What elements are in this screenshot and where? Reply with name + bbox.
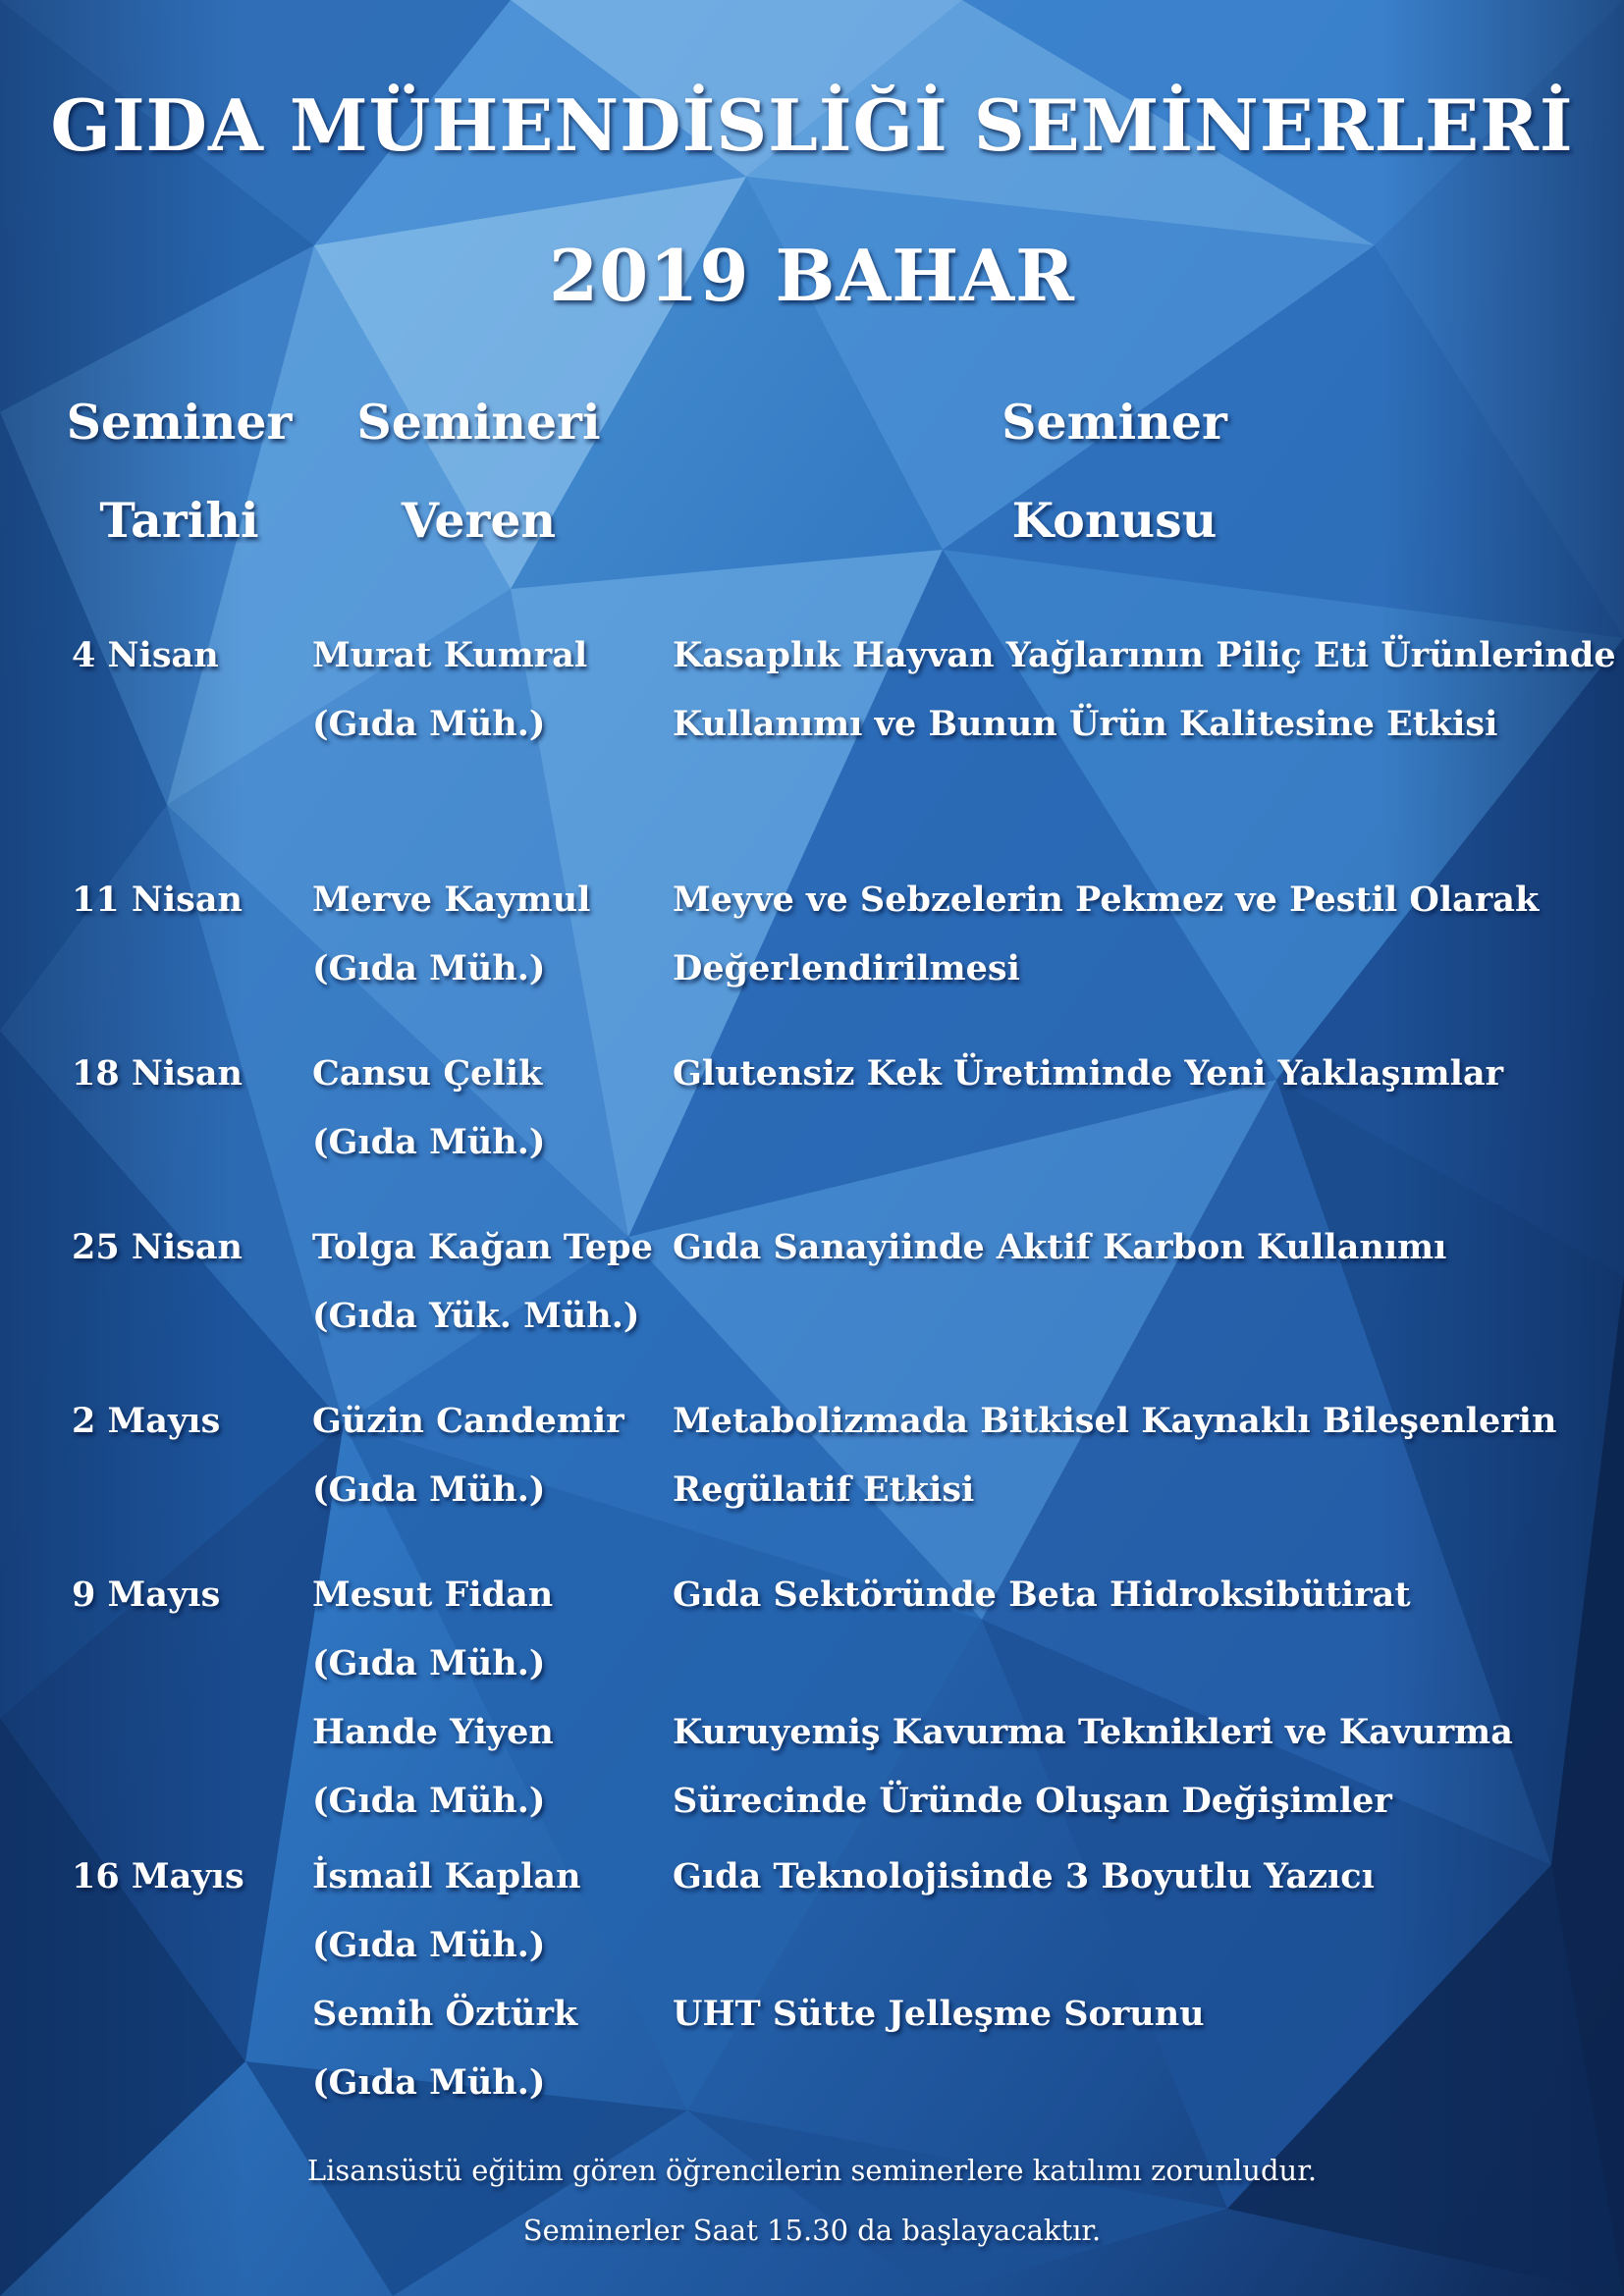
start-time-note: Seminerler Saat 15.30 da başlayacaktır.	[522, 2214, 1102, 2247]
speaker-name: Merve Kaymul	[312, 880, 591, 920]
seminar-date: 4 Nisan	[72, 635, 219, 675]
seminar-date: 9 Mayıs	[72, 1575, 221, 1615]
seminar-speaker	[312, 1561, 553, 1698]
seminar-speaker	[312, 1387, 624, 1524]
topic-line: Gıda Sanayiinde Aktif Karbon Kullanımı	[673, 1227, 1447, 1267]
seminar-speaker	[312, 1040, 545, 1177]
poster-subtitle: 2019 BAHAR	[549, 234, 1075, 317]
seminar-speaker	[312, 1698, 554, 1836]
seminar-topic	[673, 1980, 1205, 2049]
speaker-name: Murat Kumral	[312, 635, 588, 675]
topic-line: Kuruyemiş Kavurma Teknikleri ve Kavurma	[673, 1712, 1513, 1752]
column-header-date-line: Tarihi	[99, 492, 259, 549]
seminar-topic	[673, 1842, 1375, 1911]
seminar-topic	[673, 1213, 1446, 1282]
seminar-date: 2 Mayıs	[72, 1401, 221, 1441]
topic-line: Kasaplık Hayvan Yağlarının Piliç Eti Ürünlerinde	[673, 635, 1616, 675]
topic-line: UHT Sütte Jelleşme Sorunu	[673, 1994, 1205, 2034]
column-header-topic-line: Seminer	[1001, 394, 1227, 451]
topic-line: Sürecinde Üründe Oluşan Değişimler	[673, 1781, 1392, 1821]
seminar-speaker	[312, 1980, 577, 2117]
seminar-speaker	[312, 1842, 581, 1980]
seminar-topic	[673, 1561, 1411, 1629]
speaker-name: Semih Öztürk	[312, 1994, 578, 2034]
speaker-title: (Gıda Müh.)	[312, 1781, 546, 1821]
column-header-topic	[962, 373, 1267, 569]
speaker-name: İsmail Kaplan	[312, 1856, 581, 1896]
seminar-speaker	[312, 621, 587, 759]
speaker-title: (Gıda Müh.)	[312, 1925, 546, 1965]
speaker-title: (Gıda Müh.)	[312, 1643, 546, 1683]
poster-title: GIDA MÜHENDİSLİĞİ SEMİNERLERİ	[50, 83, 1574, 167]
topic-line: Gıda Sektöründe Beta Hidroksibütirat	[673, 1575, 1411, 1615]
seminar-date: 16 Mayıs	[72, 1856, 244, 1896]
speaker-title: (Gıda Müh.)	[312, 2062, 546, 2103]
column-header-date-line: Seminer	[66, 394, 293, 451]
speaker-name: Güzin Candemir	[312, 1401, 624, 1441]
column-header-speaker-line: Semineri	[356, 394, 601, 451]
seminar-date: 18 Nisan	[72, 1053, 244, 1094]
topic-line: Metabolizmada Bitkisel Kaynaklı Bileşenlerin	[673, 1401, 1557, 1441]
topic-line: Glutensiz Kek Üretiminde Yeni Yaklaşımlar	[673, 1053, 1504, 1094]
speaker-name: Cansu Çelik	[312, 1053, 543, 1094]
speaker-title: (Gıda Yük. Müh.)	[312, 1296, 640, 1336]
speaker-name: Hande Yiyen	[312, 1712, 554, 1752]
seminar-speaker	[312, 866, 590, 1003]
seminar-topic	[673, 1040, 1503, 1108]
topic-line: Kullanımı ve Bunun Ürün Kalitesine Etkisi	[673, 704, 1498, 744]
topic-line: Meyve ve Sebzelerin Pekmez ve Pestil Olarak	[673, 880, 1540, 920]
column-header-speaker-line: Veren	[401, 492, 557, 549]
column-header-speaker	[344, 373, 614, 569]
speaker-title: (Gıda Müh.)	[312, 1469, 546, 1510]
topic-line: Değerlendirilmesi	[673, 948, 1020, 988]
attendance-note: Lisansüstü eğitim gören öğrencilerin seminerlere katılımı zorunludur.	[306, 2154, 1318, 2187]
seminar-date: 11 Nisan	[72, 880, 244, 920]
topic-line: Regülatif Etkisi	[673, 1469, 975, 1510]
column-header-topic-line: Konusu	[1011, 492, 1218, 549]
speaker-title: (Gıda Müh.)	[312, 1122, 546, 1162]
speaker-title: (Gıda Müh.)	[312, 948, 546, 988]
speaker-name: Tolga Kağan Tepe	[312, 1227, 653, 1267]
seminar-topic	[673, 621, 1616, 759]
seminar-date: 25 Nisan	[72, 1227, 244, 1267]
speaker-name: Mesut Fidan	[312, 1575, 554, 1615]
column-header-date	[59, 373, 299, 569]
seminar-topic	[673, 1387, 1556, 1524]
seminar-speaker	[312, 1213, 653, 1351]
seminar-topic	[673, 866, 1539, 1003]
seminar-topic	[673, 1698, 1513, 1836]
topic-line: Gıda Teknolojisinde 3 Boyutlu Yazıcı	[673, 1856, 1375, 1896]
speaker-title: (Gıda Müh.)	[312, 704, 546, 744]
